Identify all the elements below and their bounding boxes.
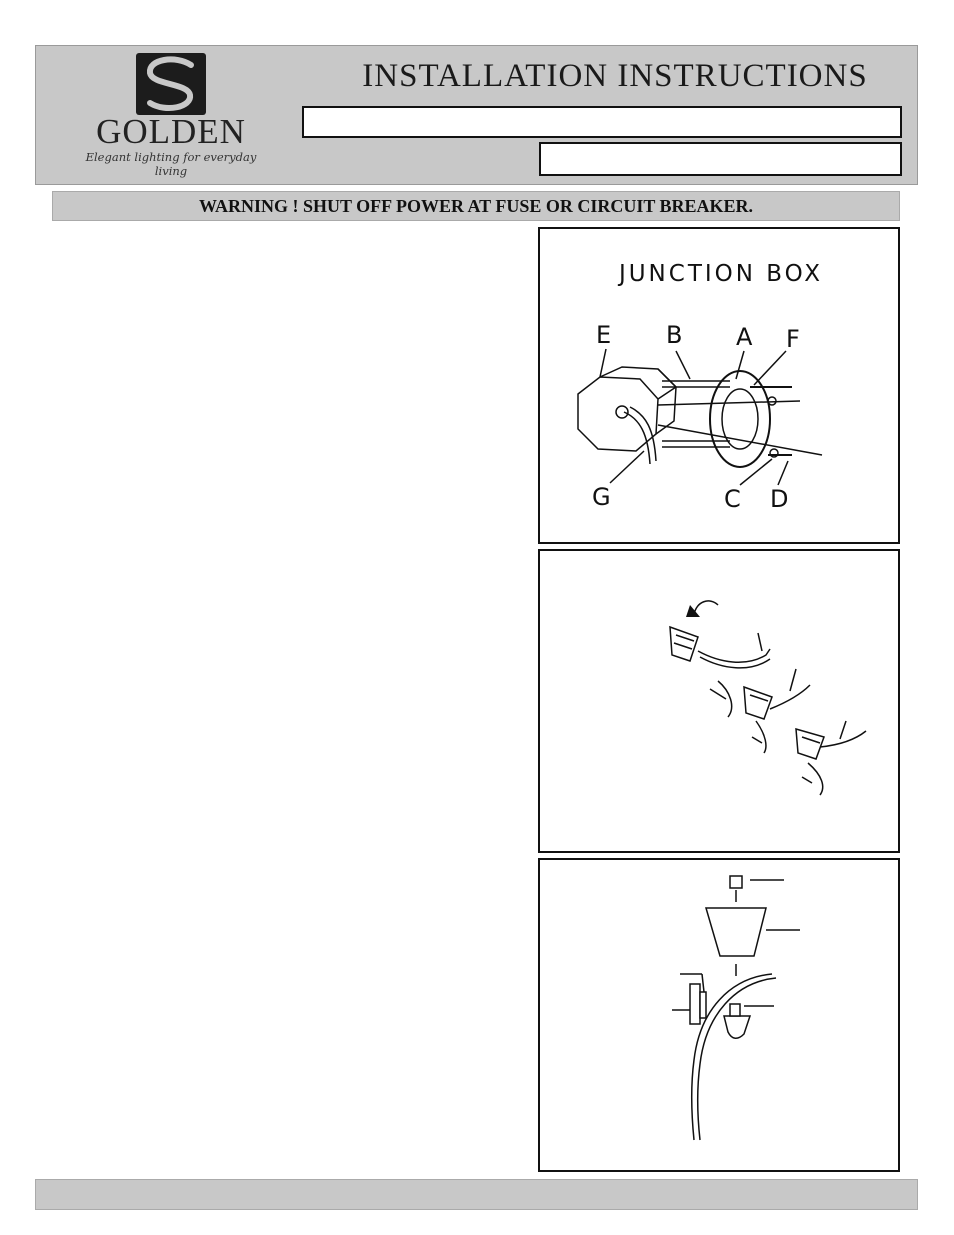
wire-connection-drawing bbox=[540, 551, 898, 851]
footer-band bbox=[35, 1179, 918, 1210]
junction-box-title: JUNCTION BOX bbox=[618, 261, 824, 287]
document-title: INSTALLATION INSTRUCTIONS bbox=[362, 58, 868, 94]
mounting-plate bbox=[710, 371, 770, 467]
label-g: G bbox=[592, 483, 611, 511]
fixture-assembly-figure bbox=[538, 858, 900, 1172]
item-field-box bbox=[539, 142, 902, 176]
label-b: B bbox=[666, 321, 683, 349]
logo-tagline: Elegant lighting for everyday living bbox=[85, 150, 257, 178]
shade-icon bbox=[706, 908, 766, 956]
header-band bbox=[35, 45, 918, 185]
junction-box-drawing bbox=[540, 229, 898, 542]
label-f: F bbox=[786, 325, 800, 353]
golden-logo-icon bbox=[136, 53, 206, 115]
label-e: E bbox=[596, 321, 612, 349]
label-a: A bbox=[736, 323, 753, 351]
label-c: C bbox=[724, 485, 741, 513]
fixture-assembly-drawing bbox=[540, 860, 898, 1170]
warning-banner: WARNING ! SHUT OFF POWER AT FUSE OR CIRCUIT BREAKER. bbox=[52, 191, 900, 221]
backplate-icon bbox=[690, 984, 700, 1024]
model-field-box bbox=[302, 106, 902, 138]
twist-arrow-icon bbox=[694, 601, 718, 615]
wire-nut-icon bbox=[670, 627, 698, 661]
wire-nut-icon bbox=[744, 687, 772, 719]
finial-icon bbox=[730, 876, 742, 888]
junction-box-figure bbox=[538, 227, 900, 544]
wire-nut-icon bbox=[796, 729, 824, 759]
wire-connection-figure bbox=[538, 549, 900, 853]
label-d: D bbox=[770, 485, 789, 513]
logo-name: GOLDEN bbox=[96, 112, 246, 151]
socket-icon bbox=[724, 1016, 750, 1038]
